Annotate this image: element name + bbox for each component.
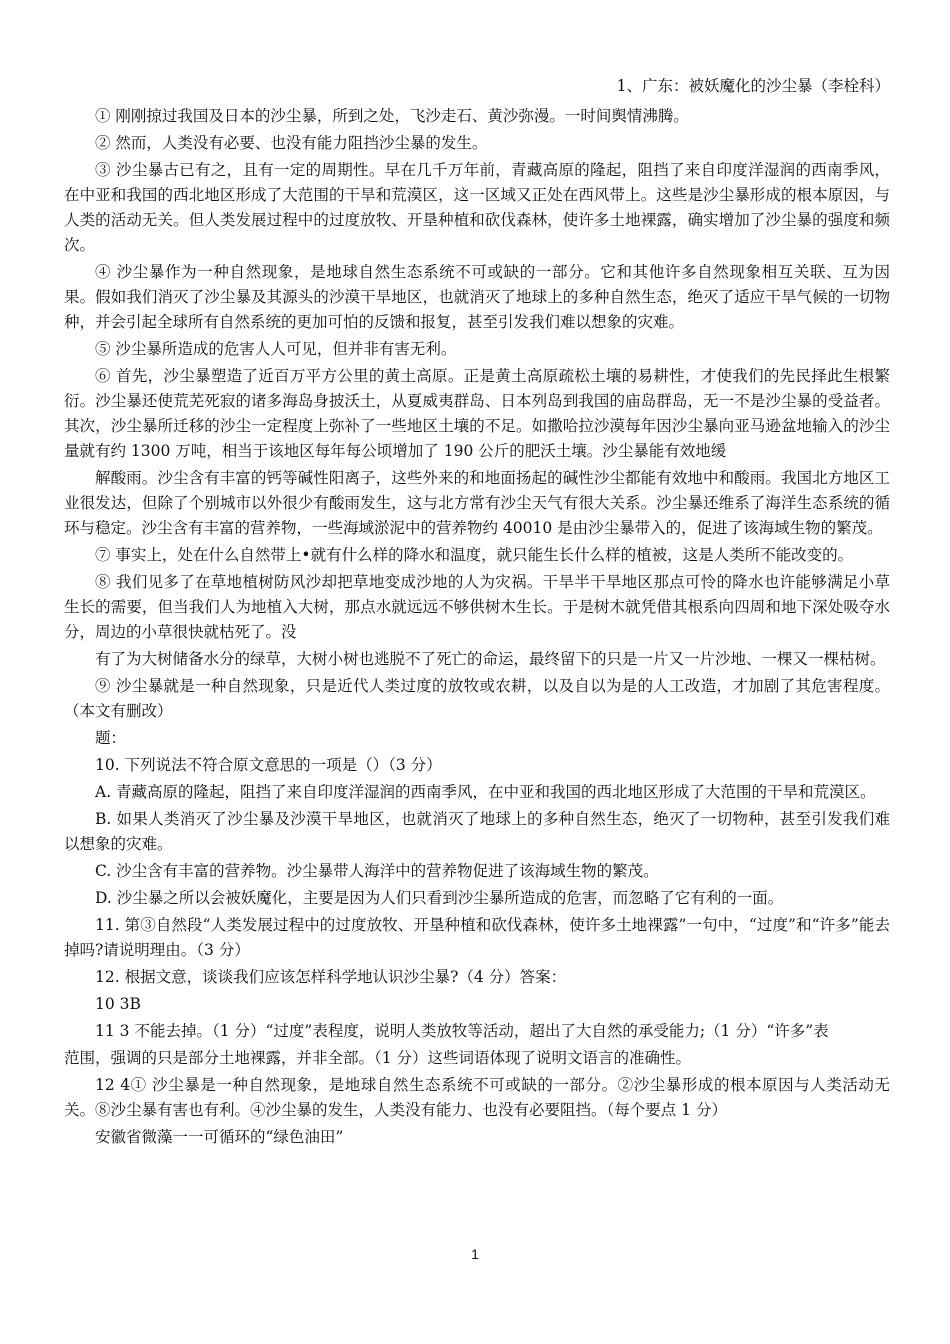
paragraph-6-continued: 解酸雨。沙尘含有丰富的钙等碱性阳离子，这些外来的和地面扬起的碱性沙尘都能有效地中和酸雨。我国北方地区工业很发达，但除了个别城市以外很少有酸雨发生，这与北方常有沙尘天气有很大关系。沙尘暴还维系了海洋生态系统的循环与稳定。沙尘含有丰富的营养物，一些海域淤泥中的营养物约 40010 是由沙尘暴带入的，促进了该海域生物的繁茂。 — [64, 469, 890, 537]
article-title: 1、广东：被妖魔化的沙尘暴（李栓科） — [616, 77, 890, 95]
document-page — [64, 74, 890, 1152]
answer-12: 12 4① 沙尘暴是一种自然现象，是地球自然生态系统不可或缺的一部分。②沙尘暴形成的根本原因与人类活动无关。⑧沙尘暴有害也有利。④沙尘暴的发生，人类没有能力、也没有必要阻挡。（每个要点 1 分） — [64, 1076, 890, 1119]
paragraph-6: ⑥ 首先，沙尘暴塑造了近百万平方公里的黄土高原。正是黄土高原疏松土壤的易耕性，才使我们的先民择此生根繁衍。沙尘暴还使荒芜死寂的诸多海岛身披沃土，从夏威夷群岛、日本列岛到我国的庙岛群岛，无一不是沙尘暴的受益者。其次，沙尘暴所迁移的沙尘一定程度上弥补了一些地区土壤的不足。如撒哈拉沙漠每年因沙尘暴向亚马逊盆地输入的沙尘量就有约 1300 万吨，相当于该地区每年每公顷增加了 190 公斤的肥沃土壤。沙尘暴能有效地缓 — [64, 367, 890, 460]
option-d: D. 沙尘暴之所以会被妖魔化，主要是因为人们只看到沙尘暴所造成的危害，而忽略了它有利的一面。 — [95, 889, 784, 907]
answer-10: 10 3B — [95, 995, 141, 1013]
question-12: 12. 根据文意，谈谈我们应该怎样科学地认识沙尘暴?（4 分）答案： — [95, 968, 567, 986]
answer-11-continued: 范围，强调的只是部分土地裸露，并非全部。（1 分）这些词语体现了说明文语言的准确性。 — [64, 1049, 692, 1067]
paragraph-4: ④ 沙尘暴作为一种自然现象，是地球自然生态系统不可或缺的一部分。它和其他许多自然现象相互关联、互为因果。假如我们消灭了沙尘暴及其源头的沙漠干旱地区，也就消灭了地球上的多种自然生态，绝灭了适应干旱气候的一切物种，并会引起全球所有自然系统的更加可怕的反馈和报复，甚至引发我们难以想象的灾难。 — [64, 263, 890, 331]
paragraph-2: ② 然而，人类没有必要、也没有能力阻挡沙尘暴的发生。 — [95, 134, 488, 152]
option-c: C. 沙尘含有丰富的营养物。沙尘暴带人海洋中的营养物促进了该海域生物的繁茂。 — [95, 862, 659, 880]
option-a: A. 青藏高原的隆起，阻挡了来自印度洋湿润的西南季风，在中亚和我国的西北地区形成了大范围的干旱和荒漠区。 — [95, 783, 876, 801]
paragraph-7: ⑦ 事实上，处在什么自然带上•就有什么样的降水和温度，就只能生长什么样的植被，这是人类所不能改变的。 — [95, 546, 854, 564]
page-number: 1 — [471, 1246, 479, 1262]
paragraph-3: ③ 沙尘暴古已有之，且有一定的周期性。早在几千万年前，青藏高原的隆起，阻挡了来自印度洋湿润的西南季风，在中亚和我国的西北地区形成了大范围的干旱和荒漠区，这一区域又正处在西风带上。这些是沙尘暴形成的根本原因，与人类的活动无关。但人类发展过程中的过度放牧、开垦种植和砍伐森林，使许多土地裸露，确实增加了沙尘暴的强度和频次。 — [64, 161, 890, 254]
paragraph-8-continued: 有了为大树储备水分的绿草，大树小树也逃脱不了死亡的命运，最终留下的只是一片又一片沙地、一棵又一棵枯树。 — [95, 650, 886, 668]
answer-11: 11 3 不能去掉。（1 分）“过度”表程度，说明人类放牧等活动，超出了大自然的承受能力;（1 分）“许多”表 — [95, 1022, 829, 1040]
question-10: 10. 下列说法不符合原文意思的一项是（）（3 分） — [95, 756, 442, 774]
paragraph-9: ⑨ 沙尘暴就是一种自然现象，只是近代人类过度的放牧或农耕，以及自以为是的人工改造，才加剧了其危害程度。（本文有删改） — [64, 677, 890, 720]
option-b: B. 如果人类消灭了沙尘暴及沙漠干旱地区，也就消灭了地球上的多种自然生态，绝灭了一切物种，甚至引发我们难以想象的灾难。 — [64, 810, 890, 853]
paragraph-1: ① 刚刚掠过我国及日本的沙尘暴，所到之处，飞沙走石、黄沙弥漫。一时间舆情沸腾。 — [95, 107, 689, 125]
paragraph-8: ⑧ 我们见多了在草地植树防风沙却把草地变成沙地的人为灾祸。干旱半干旱地区那点可怜的降水也许能够满足小草生长的需要，但当我们人为地植入大树，那点水就远远不够供树木生长。于是树木就凭借其根系向四周和地下深处吸夺水分，周边的小草很快就枯死了。没 — [64, 573, 890, 641]
questions-heading: 题： — [95, 729, 127, 747]
paragraph-5: ⑤ 沙尘暴所造成的危害人人可见，但并非有害无利。 — [95, 340, 457, 358]
next-article-title: 安徽省微藻一一可循环的“绿色油田” — [95, 1128, 344, 1146]
question-11: 11. 第③自然段“人类发展过程中的过度放牧、开垦种植和砍伐森林，使许多土地裸露”一句中，“过度”和“许多”能去掉吗?请说明理由。（3 分） — [64, 916, 890, 959]
